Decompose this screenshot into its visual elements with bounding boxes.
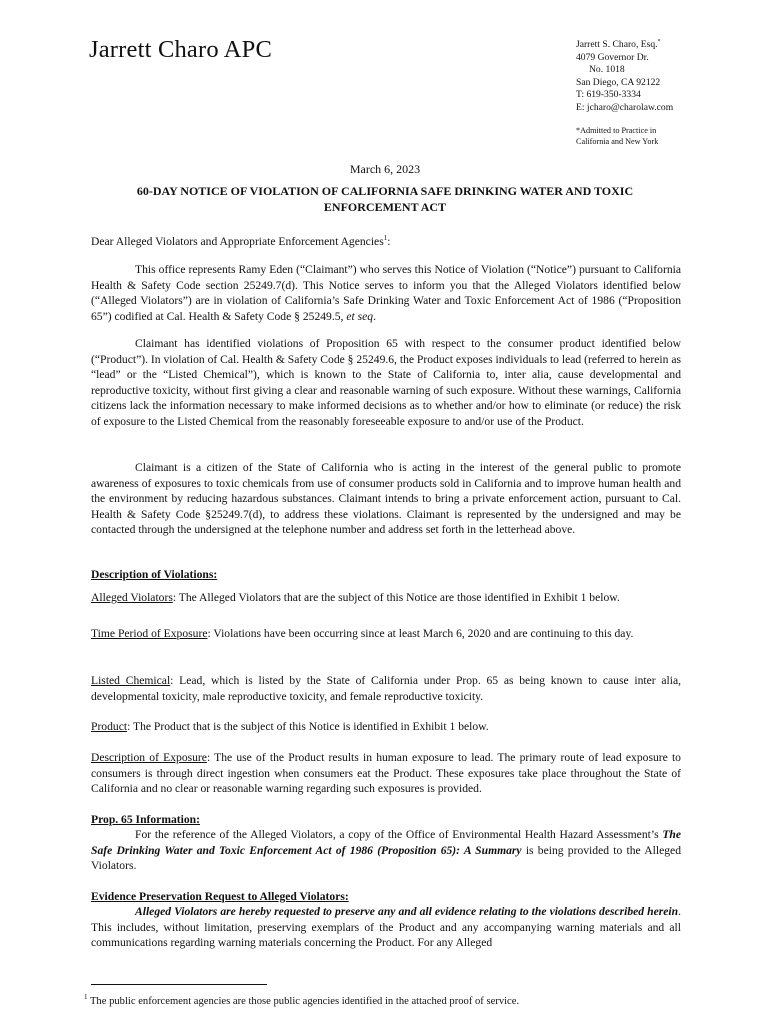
paragraph-representation: This office represents Ramy Eden (“Claimant”) who serves this Notice of Violation (“Notice”) pursuant to California Health & Safety Code section 25249.7(d). This Notice serves to inform you that the Alleged Violators identified below (“Alleged Violators”) are in violation of California’s Safe Drinking Water and Toxic Enforcement Act of 1986 (“Proposition 65”) codified at Cal. Health & Safety Code § 25249.5, et seq.: [91, 263, 681, 323]
footnote-ref: 1: [383, 234, 388, 242]
city-state-zip: San Diego, CA 92122: [576, 76, 661, 88]
notice-title: 60-DAY NOTICE OF VIOLATION OF CALIFORNIA SAFE DRINKING WATER AND TOXIC ENFORCEMENT ACT: [136, 184, 634, 214]
admission-note: *Admitted to Practice in California and New York: [576, 125, 659, 147]
address-line-1: 4079 Governor Dr.: [576, 51, 649, 63]
notice-date: March 6, 2023: [349, 162, 421, 176]
alleged-violators-item: Alleged Violators: The Alleged Violators that are the subject of this Notice are those identified in Exhibit 1 below.: [91, 591, 620, 604]
salutation: Dear Alleged Violators and Appropriate Enforcement Agencies$^1$:: [91, 234, 391, 248]
product-item: Product: The Product that is the subject of this Notice is identified in Exhibit 1 below.: [91, 720, 489, 733]
phone-number: T: 619-350-3334: [576, 89, 641, 101]
paragraph-violations-identified: Claimant has identified violations of Proposition 65 with respect to the consumer product identified below (“Product”). In violation of Cal. Health & Safety Code § 25249.6, the Product exposes individuals to lead (referred to herein as “lead” or the “Listed Chemical”), which is known to the State of California to, inter alia, cause developmental and reproductive toxicity, without first giving a clear and reasonable warning of such exposure. Without these warnings, California citizens lack the information necessary to make informed decisions as to whether and/or how to eliminate (or reduce) the risk of exposure to the Listed Chemical from the reasonably foreseeable exposure to and/or use of the Product.: [91, 337, 681, 428]
email-address: E: jcharo@charolaw.com: [576, 101, 674, 113]
footnote-divider: [91, 984, 267, 985]
firm-name: Jarrett Charo APC: [89, 36, 273, 63]
exposure-item: Description of Exposure: The use of the Product results in human exposure to lead. The primary route of lead exposure to consumers is through direct ingestion when consumers eat the Product. These exposures take place throughout the State of California and no clear or reasonable warning regarding such exposures is provided.: [91, 751, 681, 796]
letterhead-contact: [576, 36, 673, 148]
evidence-heading: Evidence Preservation Request to Alleged Violators:: [91, 890, 349, 903]
attorney-name: Jarrett S. Charo, Esq.*: [576, 39, 661, 50]
time-period-item: Time Period of Exposure: Violations have been occurring since at least March 6, 2020 and are continuing to this day.: [91, 627, 634, 640]
prop65-paragraph: For the reference of the Alleged Violators, a copy of the Office of Environmental Health Hazard Assessment’s The Safe Drinking Water and Toxic Enforcement Act of 1986 (Proposition 65): A Summary is being provided to the Alleged Violators.: [91, 828, 682, 873]
evidence-paragraph: Alleged Violators are hereby requested to preserve any and all evidence relating to the violations described herein. This includes, without limitation, preserving exemplars of the Product and any accompanying warning materials and all communications regarding warning materials concerning the Product. For any Alleged: [91, 905, 681, 950]
address-line-2: No. 1018: [589, 64, 625, 76]
prop65-heading: Prop. 65 Information:: [91, 813, 200, 826]
footnote: $^1$ The public enforcement agencies are those public agencies identified in the attached proof of service.: [84, 993, 520, 1007]
violations-heading: Description of Violations:: [91, 568, 218, 581]
listed-chemical-item: Listed Chemical: Lead, which is listed by the State of California under Prop. 65 as being known to cause inter alia, developmental toxicity, male reproductive toxicity, and female reproductive toxicity.: [91, 674, 681, 703]
paragraph-claimant: Claimant is a citizen of the State of California who is acting in the interest of the general public to promote awareness of exposures to toxic chemicals from use of consumer products sold in California and to improve human health and the environment by reducing hazardous substances. Claimant intends to bring a private enforcement action, pursuant to Cal. Health & Safety Code §25249.7(d), to address these violations. Claimant is represented by the undersigned and may be contacted through the undersigned at the telephone number and address set forth in the letterhead above.: [91, 461, 681, 537]
